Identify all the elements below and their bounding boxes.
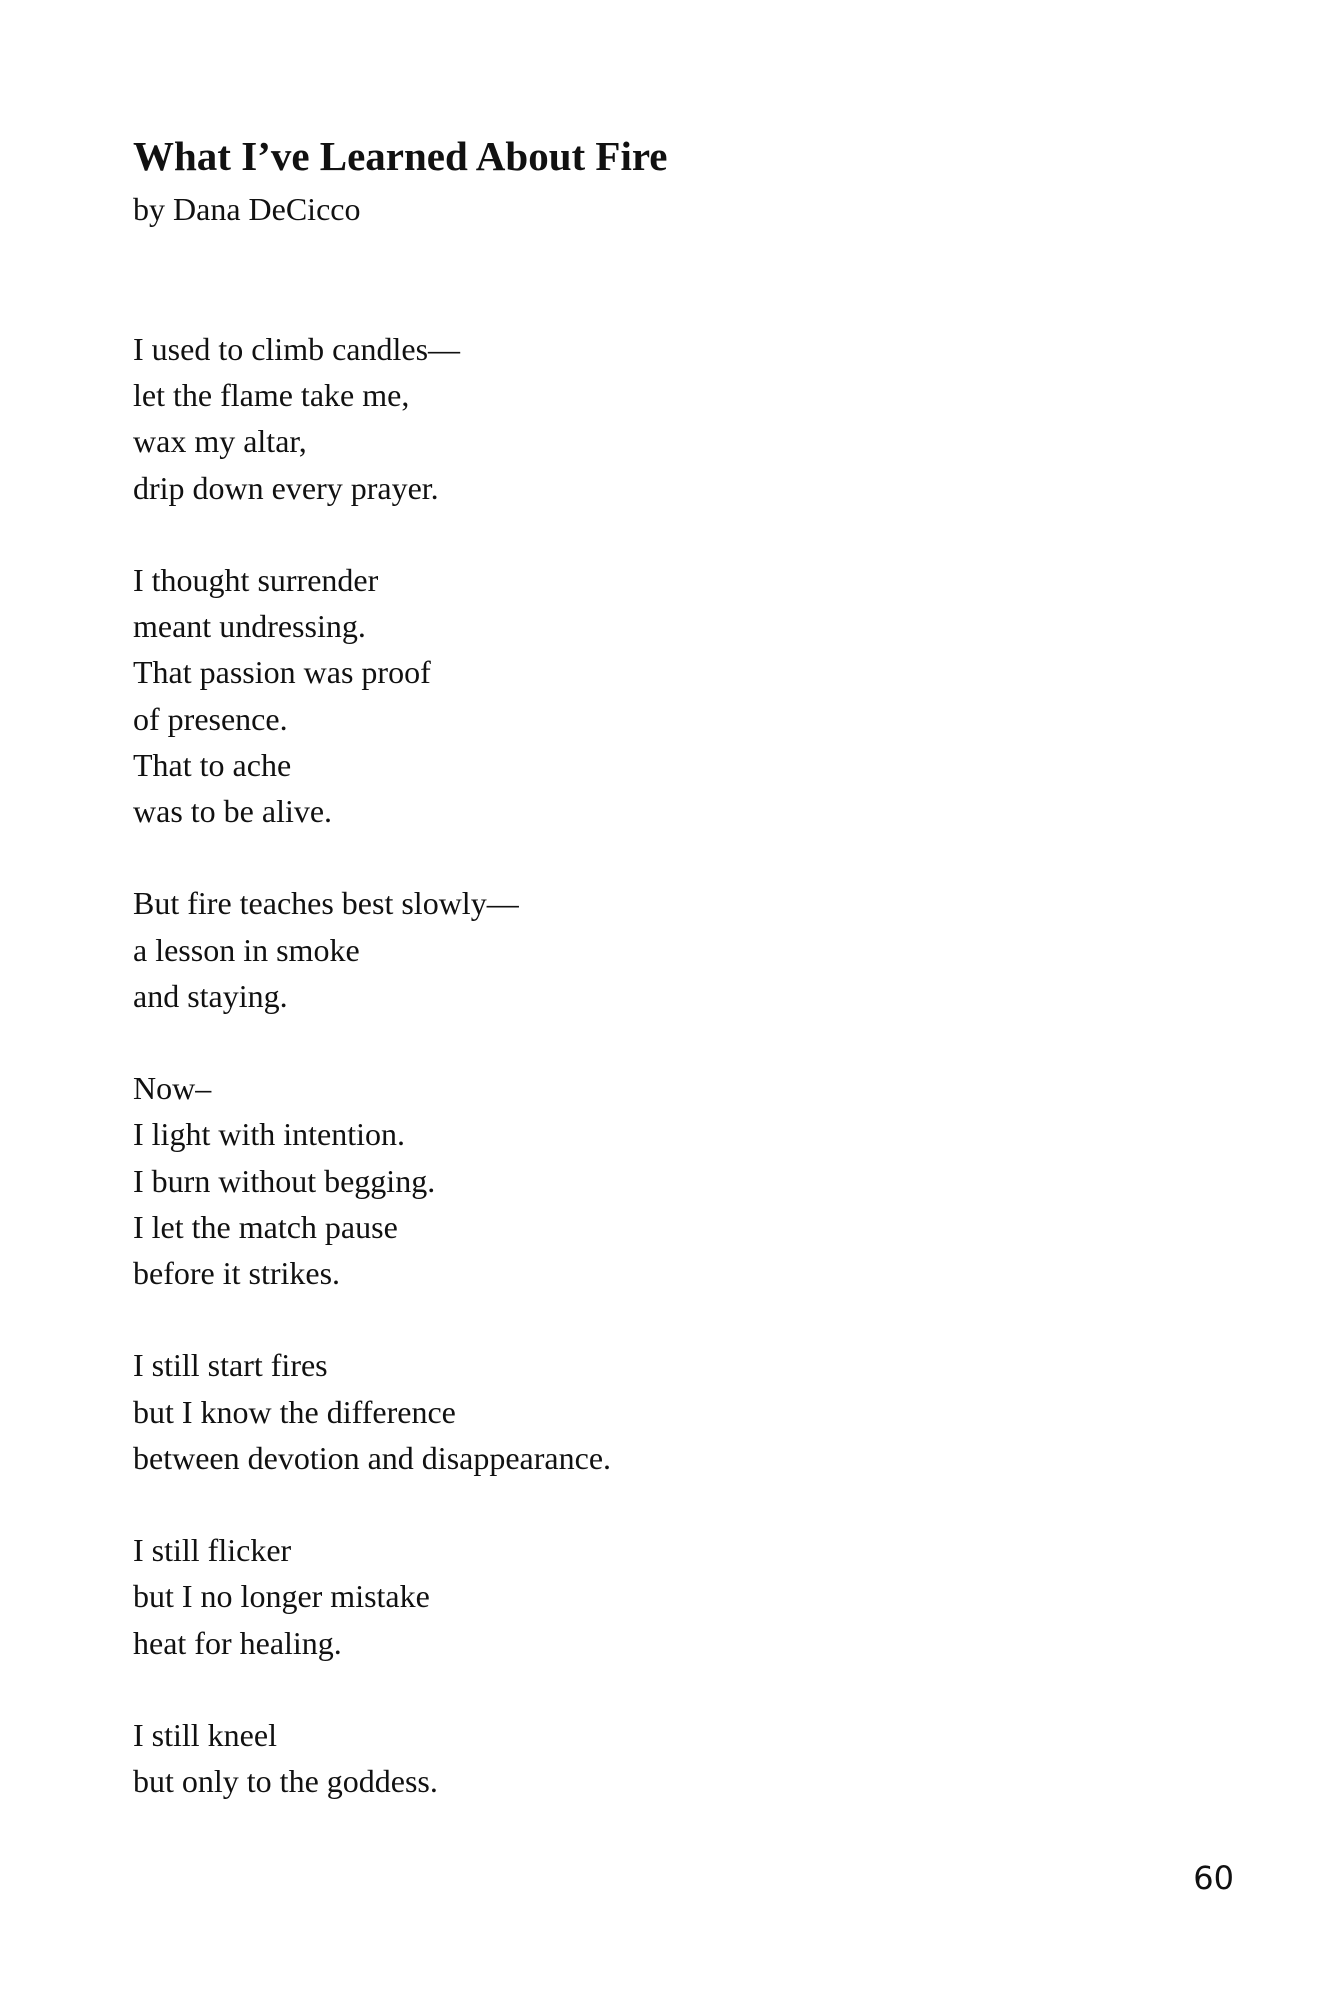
poem-line: but only to the goddess. <box>133 1763 438 1800</box>
poem-line: was to be alive. <box>133 793 333 830</box>
poem-line: I used to climb candles— <box>133 331 461 367</box>
poem-line: I still flicker <box>133 1532 292 1569</box>
poem-line: but I no longer mistake <box>133 1578 430 1615</box>
stanza-7 <box>133 1712 1133 1804</box>
poem-line: let the flame take me, <box>133 377 410 414</box>
poem-line: But fire teaches best slowly— <box>133 885 519 922</box>
poem-line: meant undressing. <box>133 608 366 645</box>
stanza-6 <box>133 1527 1133 1666</box>
poem-line: Now– <box>133 1070 212 1107</box>
poem-line: That passion was proof <box>133 654 431 691</box>
poem-line: a lesson in smoke <box>133 931 360 968</box>
stanza-5 <box>133 1342 1133 1481</box>
stanza-3 <box>133 880 1133 1019</box>
poem-line: of presence. <box>133 700 288 737</box>
poem-line: and staying. <box>133 977 288 1014</box>
poem-line: I let the match pause <box>133 1208 398 1245</box>
poem-line: I still kneel <box>133 1717 277 1753</box>
poem-line: I burn without begging. <box>133 1162 436 1199</box>
poem-line: between devotion and disappearance. <box>133 1439 612 1476</box>
poem-line: I thought surrender <box>133 562 379 598</box>
poem-body <box>133 326 1133 1851</box>
stanza-2 <box>133 557 1133 834</box>
poem-line: drip down every prayer. <box>133 469 439 506</box>
poem-title: What I’ve Learned About Fire <box>133 133 668 179</box>
page-number: 60 <box>1193 1859 1234 1897</box>
poem-line: I light with intention. <box>133 1116 405 1153</box>
poem-line: That to ache <box>133 746 292 783</box>
poem-line: wax my altar, <box>133 423 307 460</box>
poem-line: heat for healing. <box>133 1624 342 1661</box>
poem-line: but I know the difference <box>133 1393 456 1430</box>
stanza-4 <box>133 1065 1133 1296</box>
poem-byline: by Dana DeCicco <box>133 191 361 227</box>
poem-line: before it strikes. <box>133 1255 341 1292</box>
poem-line: I still start fires <box>133 1347 328 1384</box>
stanza-1 <box>133 326 1133 511</box>
